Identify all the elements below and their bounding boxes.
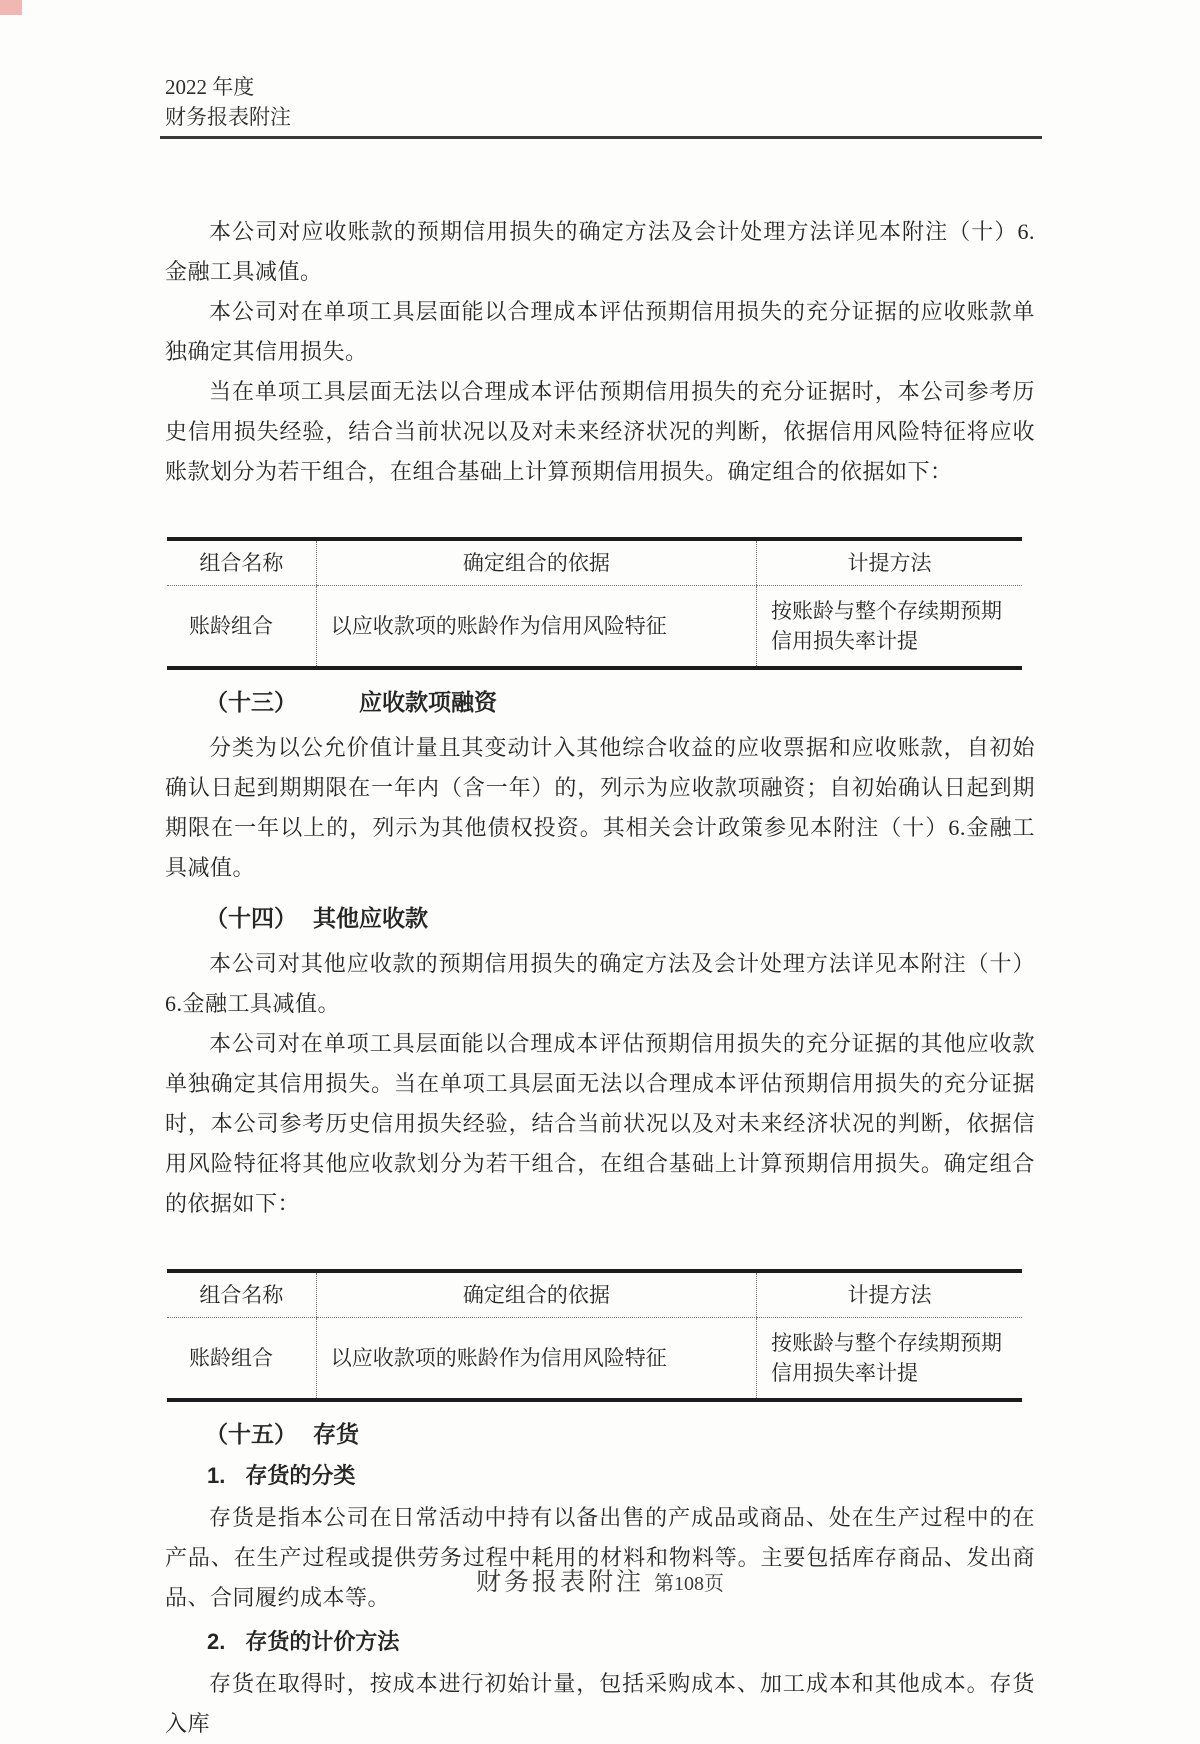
column-header: 组合名称 <box>167 1271 316 1318</box>
table-cell: 账龄组合 <box>189 1346 273 1370</box>
column-header: 确定组合的依据 <box>316 539 756 586</box>
receivables-combo-table <box>167 537 1022 670</box>
table-cell: 以应收款项的账龄作为信用风险特征 <box>316 1318 756 1401</box>
column-header: 计提方法 <box>757 539 1023 586</box>
column-header: 计提方法 <box>757 1271 1023 1318</box>
section-title: 存货 <box>313 1421 359 1447</box>
paragraph: 本公司对在单项工具层面能以合理成本评估预期信用损失的充分证据的应收账款单独确定其信用损失。 <box>165 299 1035 364</box>
section-number: （十三） <box>205 689 297 715</box>
table-cell: 按账龄与整个存续期预期信用损失率计提 <box>757 1318 1023 1401</box>
subsection-number: 2. <box>207 1629 226 1654</box>
table-header-row <box>167 1271 1022 1318</box>
table-header-row <box>167 539 1022 586</box>
paragraph: 本公司对其他应收款的预期信用损失的确定方法及会计处理方法详见本附注（十）6.金融工具减值。 <box>165 951 1035 1016</box>
section-title: 应收款项融资 <box>359 689 497 715</box>
header-doc-title: 财务报表附注 <box>165 105 291 129</box>
paragraph: 分类为以公允价值计量且其变动计入其他综合收益的应收票据和应收账款，自初始确认日起到期期限在一年内（含一年）的，列示为应收款项融资；自初始确认日起到期期限在一年以上的，列示为其他债权投资。其相关会计政策参见本附注（十）6.金融工具减值。 <box>165 735 1035 880</box>
footer-doc-title: 财务报表附注 <box>475 1569 644 1596</box>
table-cell: 以应收款项的账龄作为信用风险特征 <box>316 586 756 669</box>
other-receivables-combo-table <box>167 1269 1022 1402</box>
paragraph: 本公司对应收账款的预期信用损失的确定方法及会计处理方法详见本附注（十）6.金融工具减值。 <box>165 219 1035 284</box>
scan-red-mark <box>0 0 22 15</box>
footer-page-number: 第108页 <box>654 1573 724 1595</box>
subsection-heading-1 <box>165 1460 1035 1492</box>
page-footer <box>0 1562 1200 1598</box>
section-number: （十四） <box>205 905 297 931</box>
document-body <box>165 137 1035 1744</box>
header-year: 2022 年度 <box>165 75 255 99</box>
table-cell: 按账龄与整个存续期预期信用损失率计提 <box>757 586 1023 669</box>
section-heading-15 <box>165 1418 1035 1450</box>
table-cell: 账龄组合 <box>189 614 273 638</box>
section-heading-14 <box>165 902 1035 934</box>
subsection-title: 存货的分类 <box>245 1463 356 1488</box>
paragraph: 当在单项工具层面无法以合理成本评估预期信用损失的充分证据时，本公司参考历史信用损失经验，结合当前状况以及对未来经济状况的判断，依据信用风险特征将应收账款划分为若干组合，在组合基础上计算预期信用损失。确定组合的依据如下： <box>165 379 1035 484</box>
subsection-heading-2 <box>165 1626 1035 1658</box>
subsection-number: 1. <box>207 1463 226 1488</box>
section-number: （十五） <box>205 1421 297 1447</box>
column-header: 确定组合的依据 <box>316 1271 756 1318</box>
paragraph: 存货在取得时，按成本进行初始计量，包括采购成本、加工成本和其他成本。存货入库 <box>165 1671 1035 1736</box>
table-row <box>167 586 1022 669</box>
section-heading-13 <box>165 686 1035 718</box>
column-header: 组合名称 <box>167 539 316 586</box>
paragraph: 存货是指本公司在日常活动中持有以备出售的产成品或商品、处在生产过程中的在产品、在生产过程或提供劳务过程中耗用的材料和物料等。主要包括库存商品、发出商品、合同履约成本等。 <box>165 1505 1035 1610</box>
page-header <box>160 72 1042 139</box>
paragraph: 本公司对在单项工具层面能以合理成本评估预期信用损失的充分证据的其他应收款单独确定其信用损失。当在单项工具层面无法以合理成本评估预期信用损失的充分证据时，本公司参考历史信用损失经验，结合当前状况以及对未来经济状况的判断，依据信用风险特征将其他应收款划分为若干组合，在组合基础上计算预期信用损失。确定组合的依据如下： <box>165 1031 1035 1216</box>
subsection-title: 存货的计价方法 <box>245 1629 400 1654</box>
table-row <box>167 1318 1022 1401</box>
section-title: 其他应收款 <box>313 905 428 931</box>
